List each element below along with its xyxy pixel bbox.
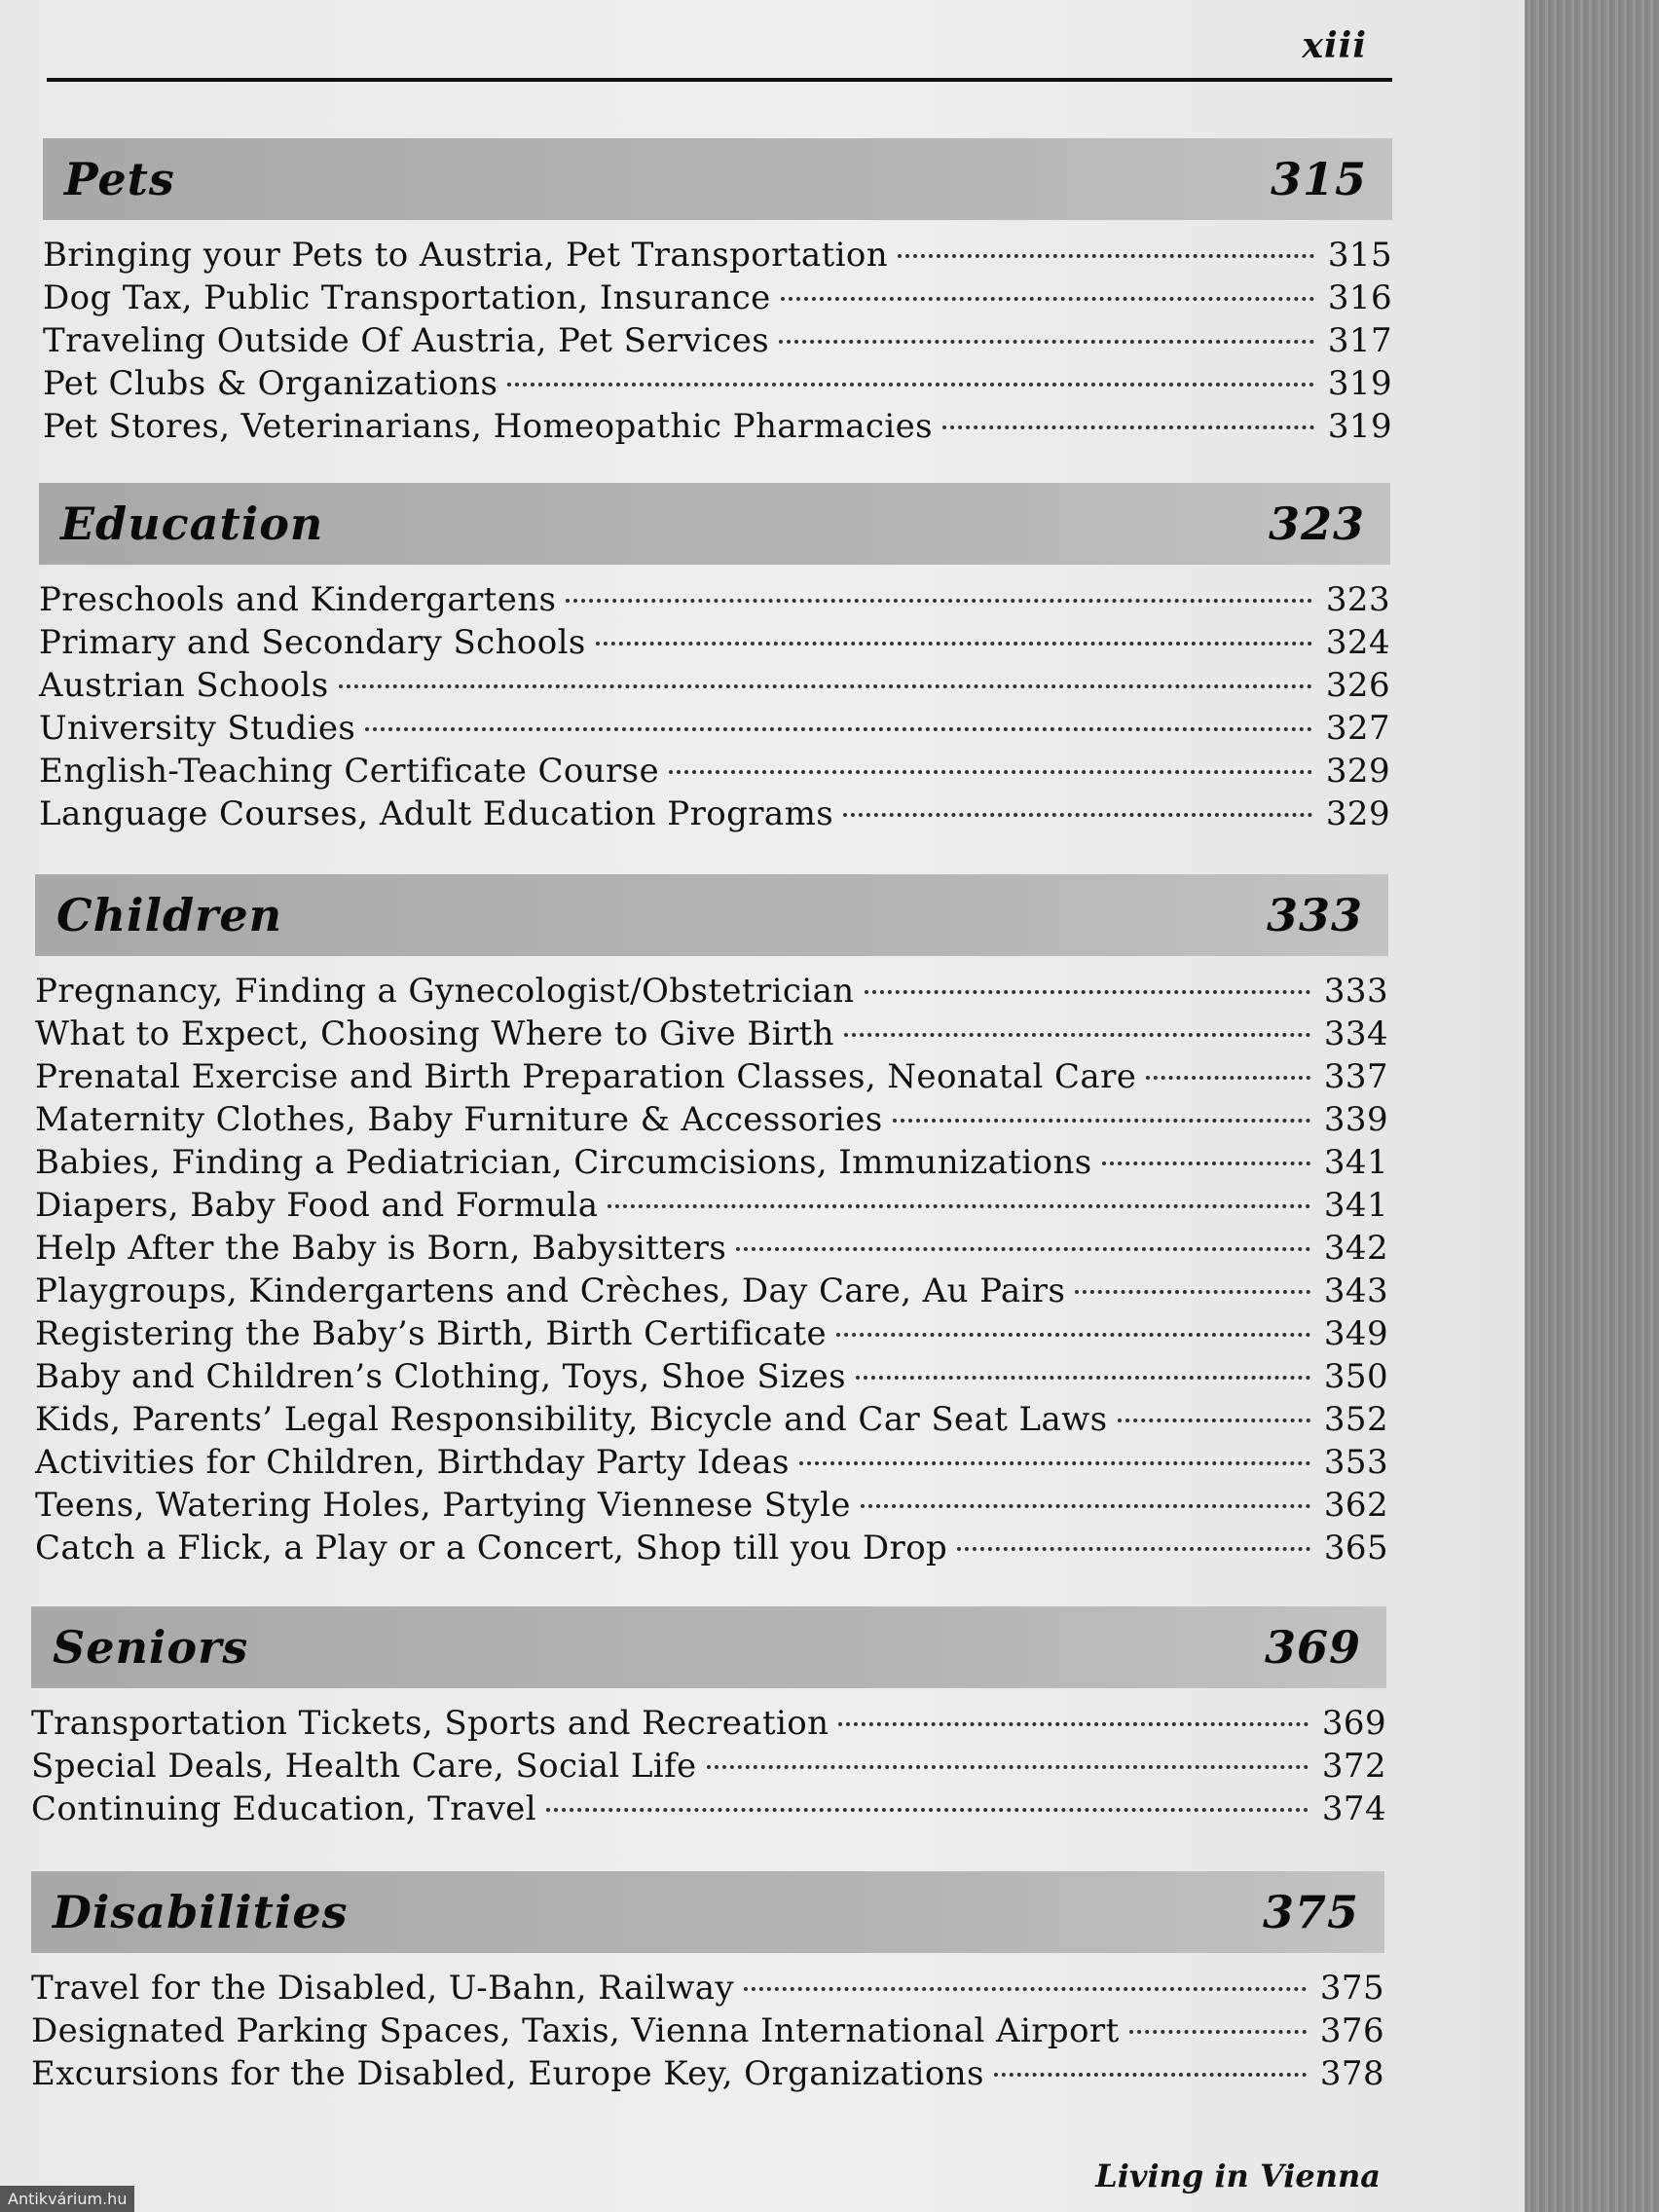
entry-page-number: 319 [1327, 407, 1392, 446]
toc-entry[interactable] [39, 621, 1390, 664]
entry-page-number: 341 [1323, 1186, 1388, 1225]
dot-leader [707, 1765, 1309, 1769]
toc-entry[interactable] [35, 1141, 1388, 1184]
dot-leader [566, 599, 1312, 603]
dot-leader [365, 727, 1312, 731]
section-header-band [39, 483, 1390, 565]
dot-leader [942, 425, 1314, 429]
entry-title: Bringing your Pets to Austria, Pet Transportation [43, 236, 889, 275]
toc-entry[interactable] [43, 234, 1392, 276]
section-header-band [43, 138, 1392, 220]
header-rule [47, 78, 1392, 82]
entry-title: Baby and Children’s Clothing, Toys, Shoe Sizes [35, 1357, 847, 1396]
toc-entry[interactable] [35, 1013, 1388, 1055]
entry-page-number: 372 [1321, 1747, 1386, 1786]
entry-title: Help After the Baby is Born, Babysitters [35, 1229, 727, 1268]
entry-title: Transportation Tickets, Sports and Recreation [31, 1704, 830, 1743]
toc-entry[interactable] [39, 793, 1390, 835]
dot-leader [507, 383, 1314, 387]
entry-page-number: 333 [1323, 972, 1388, 1011]
entry-title: Continuing Education, Travel [31, 1789, 536, 1828]
toc-entry[interactable] [43, 319, 1392, 362]
entry-page-number: 342 [1323, 1229, 1388, 1268]
toc-entry[interactable] [43, 405, 1392, 448]
entry-page-number: 374 [1321, 1789, 1386, 1828]
section-page-number: 369 [1264, 1621, 1361, 1674]
section-page-number: 333 [1266, 889, 1363, 941]
toc-entry[interactable] [39, 664, 1390, 707]
entry-title: English-Teaching Certificate Course [39, 752, 660, 791]
toc-section-education [0, 483, 1525, 835]
dot-leader [1129, 2030, 1307, 2034]
section-header-band [35, 874, 1388, 956]
dot-leader [856, 1376, 1310, 1380]
toc-entry[interactable] [39, 750, 1390, 793]
entry-page-number: 353 [1323, 1443, 1388, 1482]
entry-page-number: 329 [1325, 752, 1390, 791]
section-page-number: 375 [1262, 1886, 1359, 1938]
entry-title: University Studies [39, 709, 356, 748]
dot-leader [1102, 1161, 1310, 1165]
entry-page-number: 324 [1325, 623, 1390, 662]
entry-list [35, 970, 1388, 1569]
entry-list [43, 234, 1392, 448]
entry-list [31, 1967, 1384, 2095]
toc-entry[interactable] [35, 1098, 1388, 1141]
page-number: xiii [1302, 25, 1367, 66]
entry-list [31, 1702, 1386, 1830]
dot-leader [898, 254, 1314, 258]
section-header-band [31, 1606, 1386, 1688]
entry-title: Austrian Schools [39, 666, 329, 705]
entry-page-number: 352 [1323, 1400, 1388, 1439]
entry-page-number: 376 [1319, 2011, 1384, 2050]
entry-title: Travel for the Disabled, U-Bahn, Railway [31, 1969, 734, 2008]
dot-leader [799, 1461, 1310, 1465]
toc-entry[interactable] [31, 2052, 1384, 2095]
entry-title: Prenatal Exercise and Birth Preparation Classes, Neonatal Care [35, 1057, 1137, 1096]
dot-leader [844, 1033, 1310, 1037]
section-header-band [31, 1871, 1384, 1953]
entry-page-number: 349 [1323, 1314, 1388, 1353]
entry-title: Dog Tax, Public Transportation, Insurance [43, 278, 771, 317]
entry-page-number: 343 [1323, 1272, 1388, 1310]
entry-page-number: 339 [1323, 1100, 1388, 1139]
dot-leader [893, 1119, 1310, 1123]
section-title: Pets [64, 153, 175, 205]
page-edge [1525, 0, 1659, 2212]
dot-leader [843, 813, 1312, 817]
toc-entry[interactable] [31, 1788, 1386, 1830]
dot-leader [669, 770, 1312, 774]
toc-entry[interactable] [35, 1270, 1388, 1312]
toc-entry[interactable] [31, 1745, 1386, 1788]
entry-page-number: 317 [1327, 321, 1392, 360]
toc-entry[interactable] [31, 1702, 1386, 1745]
dot-leader [838, 1722, 1309, 1726]
entry-title: Language Courses, Adult Education Programs [39, 794, 834, 833]
dot-leader [1146, 1076, 1310, 1080]
dot-leader [596, 642, 1312, 645]
entry-list [39, 578, 1390, 835]
dot-leader [1075, 1290, 1310, 1294]
footer-book-title: Living in Vienna [1095, 2157, 1381, 2194]
entry-title: Pregnancy, Finding a Gynecologist/Obstetrician [35, 972, 855, 1011]
dot-leader [994, 2073, 1307, 2077]
dot-leader [865, 990, 1310, 994]
section-title: Children [56, 889, 283, 941]
section-title: Education [60, 498, 324, 550]
toc-entry[interactable] [39, 578, 1390, 621]
toc-entry[interactable] [35, 1355, 1388, 1398]
toc-entry[interactable] [35, 1527, 1388, 1569]
toc-entry[interactable] [39, 707, 1390, 750]
entry-title: Activities for Children, Birthday Party Ideas [35, 1443, 790, 1482]
toc-section-disabilities [0, 1871, 1525, 2095]
entry-page-number: 369 [1321, 1704, 1386, 1743]
dot-leader [546, 1808, 1309, 1812]
dot-leader [836, 1333, 1310, 1337]
watermark: Antikvárium.hu [0, 2186, 134, 2212]
dot-leader [861, 1504, 1310, 1508]
entry-title: Babies, Finding a Pediatrician, Circumcisions, Immunizations [35, 1143, 1092, 1182]
toc-entry[interactable] [43, 362, 1392, 405]
entry-page-number: 350 [1323, 1357, 1388, 1396]
entry-title: Excursions for the Disabled, Europe Key, Organizations [31, 2054, 984, 2093]
entry-title: What to Expect, Choosing Where to Give Birth [35, 1014, 834, 1053]
toc-entry[interactable] [35, 1227, 1388, 1270]
entry-page-number: 329 [1325, 794, 1390, 833]
entry-page-number: 365 [1323, 1529, 1388, 1567]
toc-entry[interactable] [35, 1398, 1388, 1441]
toc-entry[interactable] [43, 276, 1392, 319]
entry-title: Designated Parking Spaces, Taxis, Vienna International Airport [31, 2011, 1120, 2050]
toc-entry[interactable] [35, 1055, 1388, 1098]
entry-title: Special Deals, Health Care, Social Life [31, 1747, 697, 1786]
entry-page-number: 341 [1323, 1143, 1388, 1182]
dot-leader [779, 340, 1314, 344]
entry-title: Preschools and Kindergartens [39, 580, 557, 619]
entry-title: Traveling Outside Of Austria, Pet Services [43, 321, 770, 360]
entry-title: Primary and Secondary Schools [39, 623, 586, 662]
dot-leader [744, 1987, 1307, 1991]
entry-page-number: 316 [1327, 278, 1392, 317]
toc-section-pets [0, 138, 1525, 448]
section-title: Seniors [53, 1621, 249, 1674]
dot-leader [1118, 1419, 1310, 1422]
toc-entry[interactable] [35, 1484, 1388, 1527]
entry-page-number: 327 [1325, 709, 1390, 748]
entry-title: Playgroups, Kindergartens and Crèches, Day Care, Au Pairs [35, 1272, 1066, 1310]
entry-title: Maternity Clothes, Baby Furniture & Accessories [35, 1100, 883, 1139]
dot-leader [781, 297, 1314, 301]
toc-entry[interactable] [35, 1184, 1388, 1227]
entry-page-number: 323 [1325, 580, 1390, 619]
section-title: Disabilities [53, 1886, 349, 1938]
toc-entry[interactable] [35, 970, 1388, 1013]
toc-section-seniors [0, 1606, 1525, 1830]
section-page-number: 323 [1268, 498, 1365, 550]
toc-entry[interactable] [35, 1312, 1388, 1355]
section-page-number: 315 [1270, 153, 1367, 205]
entry-title: Diapers, Baby Food and Formula [35, 1186, 599, 1225]
entry-title: Kids, Parents’ Legal Responsibility, Bicycle and Car Seat Laws [35, 1400, 1108, 1439]
toc-entry[interactable] [35, 1441, 1388, 1484]
dot-leader [736, 1247, 1310, 1251]
entry-page-number: 315 [1327, 236, 1392, 275]
dot-leader [339, 684, 1312, 688]
entry-title: Teens, Watering Holes, Partying Viennese Style [35, 1486, 851, 1525]
toc-entry[interactable] [31, 2009, 1384, 2052]
toc-entry[interactable] [31, 1967, 1384, 2009]
entry-title: Catch a Flick, a Play or a Concert, Shop till you Drop [35, 1529, 948, 1567]
entry-page-number: 362 [1323, 1486, 1388, 1525]
entry-page-number: 334 [1323, 1014, 1388, 1053]
entry-page-number: 319 [1327, 364, 1392, 403]
dot-leader [608, 1204, 1310, 1208]
entry-title: Pet Clubs & Organizations [43, 364, 498, 403]
entry-page-number: 326 [1325, 666, 1390, 705]
entry-page-number: 337 [1323, 1057, 1388, 1096]
dot-leader [957, 1547, 1310, 1551]
entry-page-number: 378 [1319, 2054, 1384, 2093]
entry-page-number: 375 [1319, 1969, 1384, 2008]
toc-section-children [0, 874, 1525, 1569]
entry-title: Registering the Baby’s Birth, Birth Certificate [35, 1314, 828, 1353]
entry-title: Pet Stores, Veterinarians, Homeopathic Pharmacies [43, 407, 933, 446]
